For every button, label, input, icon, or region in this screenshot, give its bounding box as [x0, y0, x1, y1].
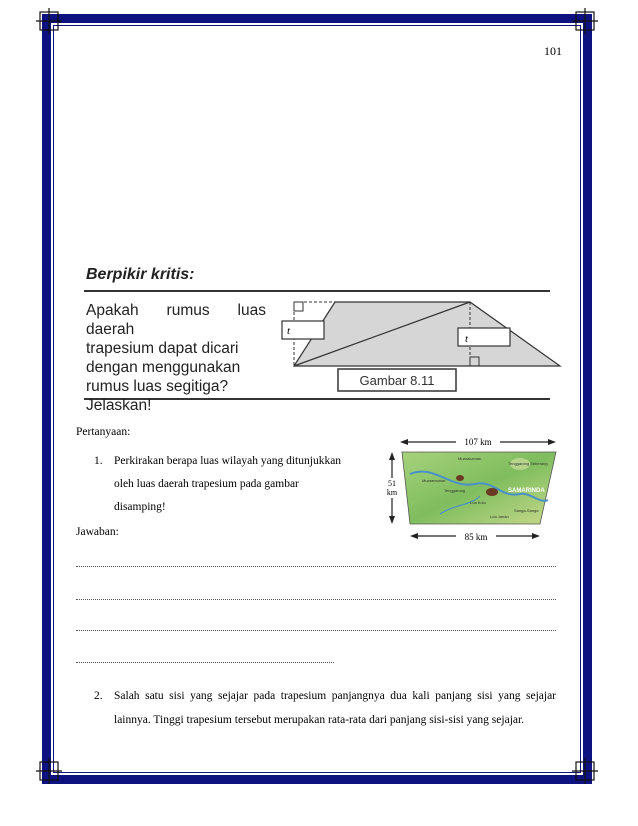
- question-line: Apakah rumus luas daerah: [86, 302, 266, 338]
- divider-top: [84, 290, 550, 292]
- map-place: Muarakaman: [458, 456, 482, 461]
- map-place: SAMARINDA: [508, 488, 545, 494]
- question-line: trapesium dapat dicari: [86, 340, 239, 357]
- berpikir-question: [86, 301, 266, 415]
- page-number: 101: [544, 44, 562, 58]
- question-1-line: Perkirakan berapa luas wilayah yang ditunjukkan: [114, 455, 342, 467]
- trapezoid-shape: [294, 302, 560, 366]
- city-marker: [486, 488, 498, 496]
- height-dimension-unit: km: [386, 488, 398, 497]
- question-1-line: disamping!: [114, 501, 166, 513]
- question-line: dengan menggunakan: [86, 359, 241, 376]
- question-2-number: 2.: [94, 690, 103, 702]
- answer-line: [76, 599, 556, 600]
- question-1-number: 1.: [94, 455, 103, 467]
- map-place: Tenggarong Seberang: [508, 461, 548, 466]
- bottom-dimension-label: 85 km: [464, 532, 488, 542]
- figure-caption: Gambar 8.11: [359, 373, 435, 388]
- right-angle-marker: [294, 302, 303, 311]
- arrow-up-icon: [389, 452, 395, 460]
- berpikir-kritis-title: Berpikir kritis:: [86, 266, 195, 283]
- corner-ornament-top-right: [572, 8, 598, 34]
- arrow-left-icon: [410, 533, 418, 539]
- map-figure: [380, 434, 560, 544]
- map-place: Tenggarong: [444, 488, 466, 493]
- map-svg: [380, 434, 560, 544]
- pertanyaan-label: Pertanyaan:: [76, 426, 131, 438]
- height-dimension-label: 51: [388, 479, 396, 488]
- question-1-line: oleh luas daerah trapesium pada gambar: [114, 478, 299, 490]
- answer-line: [76, 566, 556, 567]
- arrow-right-icon: [532, 533, 540, 539]
- height-label-right: t: [465, 333, 469, 345]
- question-2-text: Salah satu sisi yang sejajar pada trapesium panjangnya dua kali panjang sisi yang sejajar lainnya. Tinggi trapesium tersebut merupakan rata-rata dari panjang sisi-sisi yang sejajar.: [114, 690, 556, 726]
- question-line: rumus luas segitiga?: [86, 378, 229, 395]
- height-label-left: t: [287, 325, 291, 337]
- corner-ornament-bottom-left: [36, 758, 62, 784]
- map-place: Loa Kulu: [470, 500, 486, 505]
- trapezoid-figure: [280, 296, 565, 396]
- arrow-down-icon: [389, 516, 395, 524]
- map-place: Muaramuntai: [422, 478, 446, 483]
- answer-line: [76, 662, 334, 663]
- jawaban-label: Jawaban:: [76, 526, 119, 538]
- city-marker: [456, 475, 464, 481]
- map-place: Sanga-Sanga: [514, 508, 539, 513]
- top-dimension-label: 107 km: [464, 437, 492, 447]
- arrow-right-icon: [548, 439, 556, 445]
- answer-line: [76, 630, 556, 631]
- question-line: Jelaskan!: [86, 397, 152, 414]
- corner-ornament-top-left: [36, 8, 62, 34]
- arrow-left-icon: [400, 439, 408, 445]
- corner-ornament-bottom-right: [572, 758, 598, 784]
- map-place: Loa Janan: [490, 514, 509, 519]
